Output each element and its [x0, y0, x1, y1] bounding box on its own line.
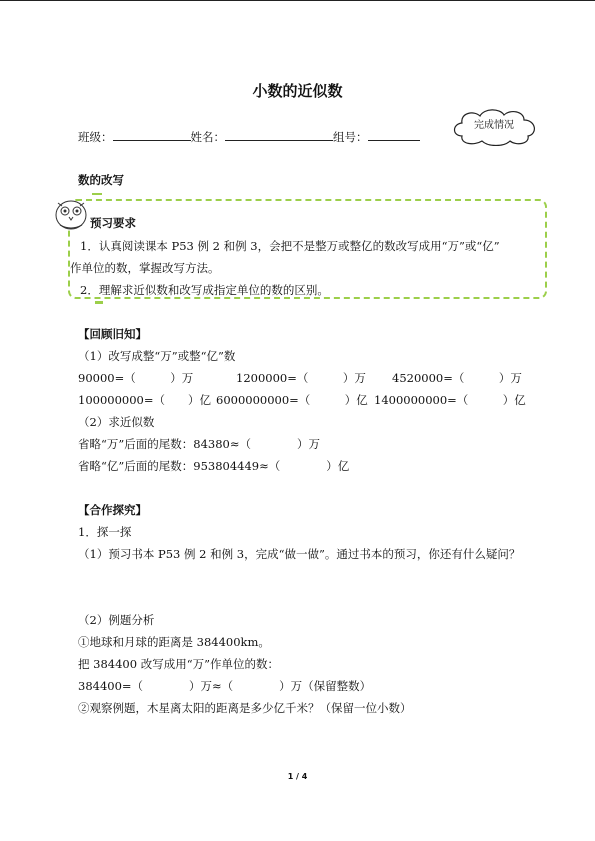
review-r2-c3: 1400000000=（ ）亿 [374, 393, 526, 407]
group-blank[interactable] [368, 128, 420, 141]
approx-line-1: 省略“万”后面的尾数：84380≈（ ）万 [78, 437, 320, 451]
name-blank[interactable] [225, 128, 333, 141]
explore-item-1: 1．探一探 [78, 525, 132, 539]
owl-mascot-icon [50, 195, 92, 233]
header-rule [0, 0, 595, 1]
review-r1-c3: 4520000=（ ）万 [392, 371, 522, 385]
review-heading: 【回顾旧知】 [78, 327, 147, 341]
group-label: 组号： [333, 130, 368, 144]
explore-question-1: （1）预习书本 P53 例 2 和例 3，完成“做一做”。通过书本的预习，你还有什么疑问？ [78, 547, 521, 561]
review-r2-c1: 100000000=（ ）亿 [78, 393, 211, 407]
preview-line-2: 作单位的数，掌握改写方法。 [70, 261, 220, 275]
page-number: 1 / 4 [287, 772, 308, 781]
explore-heading: 【合作探究】 [78, 503, 147, 517]
preview-line-3: 2．理解求近似数和改写成指定单位的数的区别。 [80, 283, 329, 297]
explore-sub-2: （2）例题分析 [78, 613, 155, 627]
box-bracket-top [92, 193, 102, 201]
class-blank[interactable] [113, 128, 191, 141]
example-line-2: 把 384400 改写成用“万”作单位的数： [78, 657, 279, 671]
review-r2-c2: 6000000000=（ ）亿 [216, 393, 368, 407]
review-sub-2: （2）求近似数 [78, 415, 155, 429]
review-r1-c2: 1200000=（ ）万 [236, 371, 366, 385]
approx-line-2: 省略“亿”后面的尾数：953804449≈（ ）亿 [78, 459, 350, 473]
cloud-label: 完成情况 [474, 120, 514, 131]
review-r1-c1: 90000=（ ）万 [78, 371, 194, 385]
example-line-3: 384400=（ ）万≈（ ）万（保留整数） [78, 679, 372, 693]
name-label: 姓名： [190, 130, 225, 144]
preview-line-1: 1．认真阅读课本 P53 例 2 和例 3，会把不是整万或整亿的数改写成用“万”或“亿” [80, 239, 500, 253]
student-info-line [78, 128, 420, 145]
page-title: 小数的近似数 [252, 82, 343, 100]
section-heading-rewrite: 数的改写 [78, 173, 124, 187]
preview-heading: 预习要求 [90, 216, 136, 230]
example-line-1: ①地球和月球的距离是 384400km。 [78, 635, 270, 649]
example-line-4: ②观察例题，木星离太阳的距离是多少亿千米？（保留一位小数） [78, 701, 412, 715]
review-sub-1: （1）改写成整“万”或整“亿”数 [78, 349, 236, 363]
class-label: 班级： [78, 130, 113, 144]
